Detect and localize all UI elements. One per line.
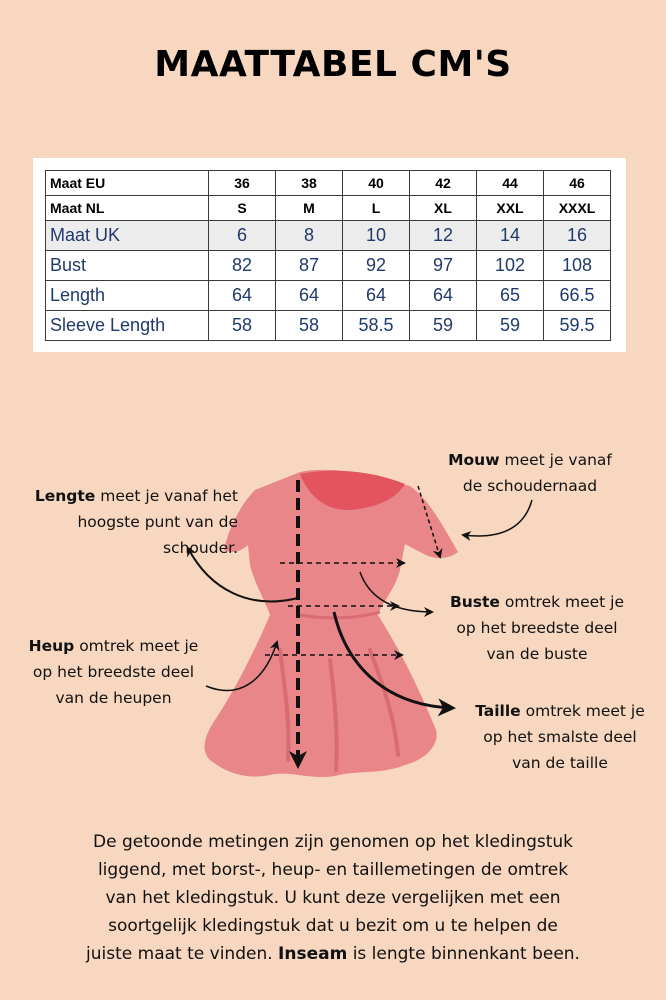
note-term: Mouw [448, 451, 500, 469]
dress-shape [205, 470, 458, 777]
row-label: Length [46, 281, 209, 311]
cell: 102 [477, 251, 544, 281]
footer-line: liggend, met borst-, heup- en taillemetingen de omtrek [97, 860, 569, 880]
cell: 59 [477, 311, 544, 341]
cell: 58.5 [343, 311, 410, 341]
footer-description [30, 828, 636, 968]
note-text: omtrek meet je [499, 593, 625, 611]
footer-line: van het kledingstuk. U kunt deze vergelijken met een [105, 888, 561, 908]
note-text: op het breedste deel [456, 619, 618, 637]
cell: XXL [477, 196, 544, 221]
cell: 38 [276, 171, 343, 196]
cell: 92 [343, 251, 410, 281]
note-lengte [8, 483, 238, 561]
note-text: meet je vanaf [499, 451, 612, 469]
mouw-pointer [463, 500, 532, 536]
cell: 8 [276, 221, 343, 251]
cell: 64 [410, 281, 477, 311]
cell: M [276, 196, 343, 221]
cell: 42 [410, 171, 477, 196]
note-heup [6, 633, 221, 711]
cell: 12 [410, 221, 477, 251]
table-row [46, 311, 611, 341]
row-label: Sleeve Length [46, 311, 209, 341]
cell: XL [410, 196, 477, 221]
row-label: Bust [46, 251, 209, 281]
cell: 87 [276, 251, 343, 281]
note-text: omtrek meet je [74, 637, 199, 655]
cell: S [209, 196, 276, 221]
note-text: meet je vanaf het [95, 487, 238, 505]
cell: 58 [209, 311, 276, 341]
cell: L [343, 196, 410, 221]
note-buste [430, 589, 644, 667]
note-text: omtrek meet je [520, 702, 645, 720]
cell: 82 [209, 251, 276, 281]
note-text: op het smalste deel [483, 728, 637, 746]
footer-line: juiste maat te vinden. [86, 944, 279, 964]
cell: 16 [544, 221, 611, 251]
note-term: Heup [28, 637, 75, 655]
size-table-panel [33, 158, 626, 352]
cell: 58 [276, 311, 343, 341]
cell: 66.5 [544, 281, 611, 311]
note-term: Buste [449, 593, 500, 611]
size-table [45, 170, 611, 341]
footer-line: De getoonde metingen zijn genomen op het kledingstuk [92, 832, 574, 852]
cell: 59.5 [544, 311, 611, 341]
cell: 65 [477, 281, 544, 311]
note-text: van de heupen [55, 689, 172, 707]
cell: 14 [477, 221, 544, 251]
row-label: Maat EU [46, 171, 209, 196]
note-text: op het breedste deel [32, 663, 195, 681]
cell: XXXL [544, 196, 611, 221]
note-mouw [430, 447, 630, 499]
cell: 46 [544, 171, 611, 196]
note-term: Taille [475, 702, 521, 720]
cell: 108 [544, 251, 611, 281]
note-text: schouder. [163, 539, 238, 557]
page-title: MAATTABEL CM'S [154, 44, 512, 85]
table-row [46, 251, 611, 281]
cell: 10 [343, 221, 410, 251]
cell: 59 [410, 311, 477, 341]
footer-term-inseam: Inseam [278, 944, 348, 964]
note-taille [458, 698, 662, 776]
cell: 44 [477, 171, 544, 196]
note-term: Lengte [34, 487, 96, 505]
note-text: de schoudernaad [462, 477, 598, 495]
footer-line: soortgelijk kledingstuk dat u bezit om u te helpen de [108, 916, 558, 936]
note-text: hoogste punt van de [77, 513, 238, 531]
cell: 64 [276, 281, 343, 311]
cell: 6 [209, 221, 276, 251]
note-text: van de taille [512, 754, 608, 772]
table-row [46, 171, 611, 196]
cell: 64 [209, 281, 276, 311]
table-row [46, 281, 611, 311]
table-row [46, 221, 611, 251]
cell: 36 [209, 171, 276, 196]
note-text: van de buste [486, 645, 588, 663]
row-label: Maat NL [46, 196, 209, 221]
footer-line: is lengte binnenkant been. [347, 944, 580, 964]
row-label: Maat UK [46, 221, 209, 251]
cell: 40 [343, 171, 410, 196]
table-row [46, 196, 611, 221]
cell: 97 [410, 251, 477, 281]
cell: 64 [343, 281, 410, 311]
